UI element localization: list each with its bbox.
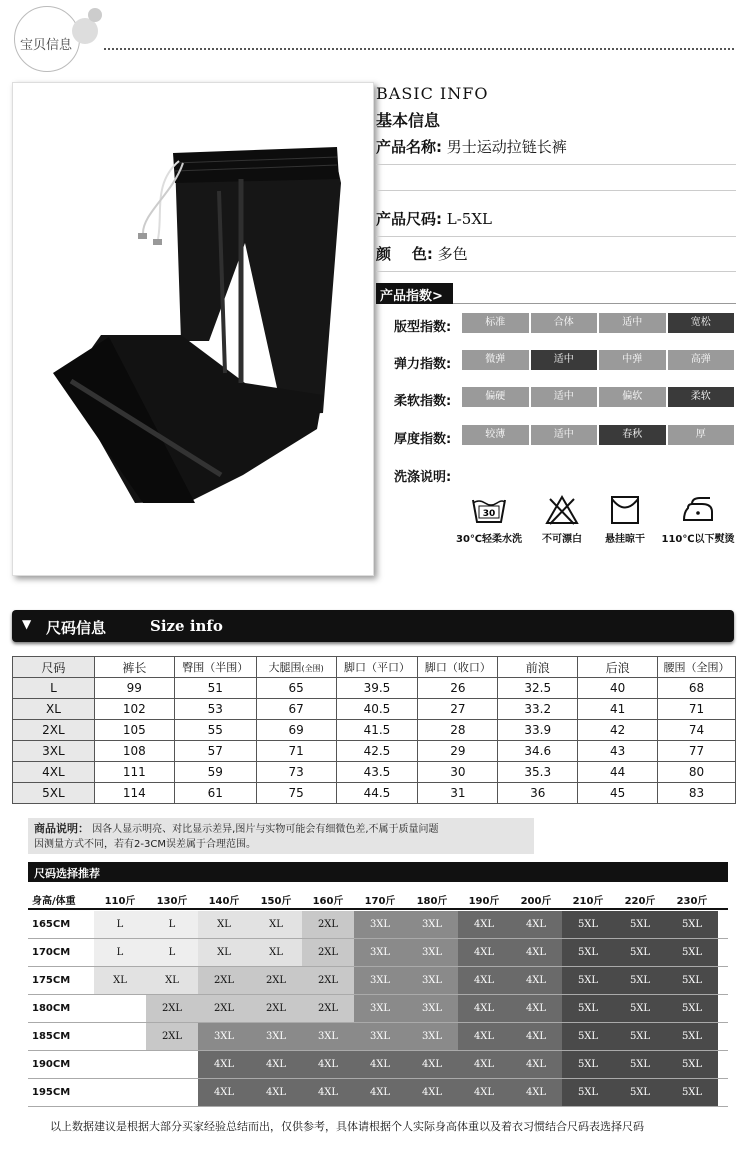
wash-item-label: 110℃以下熨烫 — [661, 534, 735, 545]
recommend-cell: 5XL — [614, 911, 666, 938]
recommend-cell: 4XL — [354, 1051, 406, 1078]
recommend-cell: 3XL — [406, 911, 458, 938]
recommend-cell: XL — [198, 939, 250, 966]
recommend-cell: 4XL — [458, 939, 510, 966]
table-header: 脚口（收口） — [418, 657, 498, 678]
index-option: 偏硬 — [462, 387, 529, 407]
table-cell: 57 — [174, 741, 256, 762]
recommend-row — [28, 939, 728, 967]
table-cell: 61 — [174, 783, 256, 804]
weight-header: 180斤 — [416, 896, 448, 907]
weight-header: 210斤 — [572, 896, 604, 907]
recommend-cell: 2XL — [302, 939, 354, 966]
table-cell: 65 — [256, 678, 336, 699]
table-cell: 35.3 — [498, 762, 578, 783]
recommend-cell: 5XL — [666, 967, 718, 994]
product-size-row — [376, 208, 736, 237]
table-row — [13, 741, 736, 762]
recommend-row — [28, 1023, 728, 1051]
table-cell: 111 — [94, 762, 174, 783]
table-cell: XL — [13, 699, 95, 720]
size-info-title-cn: 尺码信息 — [46, 619, 107, 637]
recommend-cell: 4XL — [250, 1051, 302, 1078]
table-cell: 105 — [94, 720, 174, 741]
tub-temp: 30 — [482, 509, 496, 519]
table-cell: 102 — [94, 699, 174, 720]
wash-instructions-label: 洗涤说明: — [394, 470, 452, 485]
recommend-cell: 2XL — [198, 995, 250, 1022]
softness-index-bar — [462, 387, 734, 407]
index-option: 标准 — [462, 313, 529, 333]
table-cell: 29 — [418, 741, 498, 762]
recommend-cell: 3XL — [406, 1023, 458, 1050]
recommend-row — [28, 995, 728, 1023]
recommend-cell: 2XL — [146, 995, 198, 1022]
product-size-label: 产品尺码: — [376, 210, 442, 228]
wash-30-item — [452, 494, 526, 545]
recommend-cell: 4XL — [510, 1051, 562, 1078]
table-header: 臀围（半围） — [174, 657, 256, 678]
table-header: 尺码 — [13, 657, 95, 678]
table-cell: 4XL — [13, 762, 95, 783]
recommend-cell: 4XL — [406, 1079, 458, 1106]
index-option: 厚 — [668, 425, 735, 445]
index-option: 适中 — [599, 313, 666, 333]
recommend-cell: 5XL — [666, 1051, 718, 1078]
product-index-badge: 产品指数> — [376, 283, 453, 304]
recommend-cell: 4XL — [510, 1023, 562, 1050]
table-cell: 31 — [418, 783, 498, 804]
product-color-label: 颜 色: — [376, 245, 433, 263]
table-cell: 27 — [418, 699, 498, 720]
table-row — [13, 720, 736, 741]
recommend-cell: 4XL — [458, 1051, 510, 1078]
no-bleach-item — [536, 494, 588, 545]
description-label: 商品说明： — [34, 822, 89, 835]
product-photo — [12, 82, 374, 576]
product-name-label: 产品名称: — [376, 138, 442, 156]
recommend-cell — [94, 995, 146, 1022]
recommend-cell: 2XL — [250, 995, 302, 1022]
recommend-cell: L — [94, 911, 146, 938]
recommend-cell: 5XL — [562, 1079, 614, 1106]
table-cell: 32.5 — [498, 678, 578, 699]
weight-header: 140斤 — [208, 896, 240, 907]
footer-note: 以上数据建议是根据大部分买家经验总结而出，仅供参考，具体请根据个人实际身高体重以及着衣习惯结合尺码表选择尺码 — [50, 1120, 644, 1133]
table-cell: 26 — [418, 678, 498, 699]
product-color-row — [376, 243, 736, 272]
table-cell: 99 — [94, 678, 174, 699]
weight-header: 160斤 — [312, 896, 344, 907]
weight-header: 190斤 — [468, 896, 500, 907]
recommend-cell: 5XL — [666, 911, 718, 938]
table-cell: 30 — [418, 762, 498, 783]
recommend-cell: 5XL — [562, 1051, 614, 1078]
recommend-cell: 4XL — [250, 1079, 302, 1106]
recommend-cell: 4XL — [510, 911, 562, 938]
elasticity-index-label: 弹力指数: — [394, 357, 452, 372]
table-cell: 67 — [256, 699, 336, 720]
recommend-cell: XL — [250, 911, 302, 938]
index-option-selected: 适中 — [531, 350, 598, 370]
divider — [453, 303, 736, 304]
recommend-cell: 2XL — [302, 911, 354, 938]
dotted-divider — [104, 48, 734, 50]
height-label: 195CM — [32, 1087, 71, 1098]
weight-header: 230斤 — [676, 896, 708, 907]
recommend-cell: 5XL — [666, 939, 718, 966]
table-cell: 108 — [94, 741, 174, 762]
recommend-cell: 3XL — [354, 939, 406, 966]
recommend-cell: 3XL — [198, 1023, 250, 1050]
table-header: 后浪 — [578, 657, 658, 678]
index-option: 适中 — [531, 387, 598, 407]
table-header: 脚口（平口） — [336, 657, 418, 678]
recommend-cell: 4XL — [458, 967, 510, 994]
recommend-cell: 5XL — [562, 1023, 614, 1050]
recommend-cell: 5XL — [614, 967, 666, 994]
recommend-row — [28, 1051, 728, 1079]
table-cell: 3XL — [13, 741, 95, 762]
washtub-icon — [469, 494, 509, 526]
recommend-cell: 4XL — [406, 1051, 458, 1078]
iron-item — [658, 494, 738, 545]
recommend-cell: L — [146, 939, 198, 966]
thickness-index-bar — [462, 425, 734, 445]
table-header-row — [13, 657, 736, 678]
wash-item-label: 30℃轻柔水洗 — [455, 534, 523, 545]
table-cell: 41 — [578, 699, 658, 720]
recommend-row — [28, 967, 728, 995]
weight-header: 110斤 — [104, 896, 136, 907]
recommend-cell: 3XL — [406, 939, 458, 966]
recommend-cell: 5XL — [562, 995, 614, 1022]
recommend-cell: L — [146, 911, 198, 938]
recommend-cell: 4XL — [198, 1079, 250, 1106]
index-option-selected: 春秋 — [599, 425, 666, 445]
table-header: 裤长 — [94, 657, 174, 678]
divider — [376, 190, 736, 191]
recommend-cell: 5XL — [614, 995, 666, 1022]
table-cell: 74 — [658, 720, 736, 741]
table-row — [13, 783, 736, 804]
recommend-cell: 2XL — [302, 967, 354, 994]
basic-info-title-cn: 基本信息 — [376, 111, 441, 130]
size-info-title-en: Size info — [150, 617, 223, 635]
section-title: 宝贝信息 — [20, 38, 73, 53]
table-cell: 33.9 — [498, 720, 578, 741]
recommend-cell: L — [94, 939, 146, 966]
index-option: 较薄 — [462, 425, 529, 445]
table-cell: 71 — [658, 699, 736, 720]
table-cell: 44.5 — [336, 783, 418, 804]
recommend-cell: 4XL — [302, 1051, 354, 1078]
table-cell: 28 — [418, 720, 498, 741]
height-label: 175CM — [32, 975, 71, 986]
recommend-cell: 5XL — [666, 1023, 718, 1050]
wash-item-label: 悬挂晾干 — [605, 534, 645, 545]
index-option: 偏软 — [599, 387, 666, 407]
table-cell: 40 — [578, 678, 658, 699]
index-option: 适中 — [531, 425, 598, 445]
table-cell: 55 — [174, 720, 256, 741]
weight-header: 150斤 — [260, 896, 292, 907]
recommend-row — [28, 911, 728, 939]
product-name-value: 男士运动拉链长裤 — [446, 138, 567, 156]
table-cell: 40.5 — [336, 699, 418, 720]
recommend-cell: 4XL — [510, 939, 562, 966]
table-cell: 114 — [94, 783, 174, 804]
recommend-cell: 3XL — [354, 995, 406, 1022]
recommend-cell: 2XL — [250, 967, 302, 994]
table-cell: 69 — [256, 720, 336, 741]
softness-index-label: 柔软指数: — [394, 394, 452, 409]
product-name-row — [376, 136, 736, 165]
recommend-cell: 5XL — [614, 1051, 666, 1078]
index-option: 合体 — [531, 313, 598, 333]
recommend-cell: 3XL — [354, 911, 406, 938]
table-cell: 59 — [174, 762, 256, 783]
recommend-row — [28, 1079, 728, 1107]
index-option: 中弹 — [599, 350, 666, 370]
table-cell: 44 — [578, 762, 658, 783]
table-cell: 43 — [578, 741, 658, 762]
recommend-cell — [94, 1023, 146, 1050]
table-cell: 77 — [658, 741, 736, 762]
recommend-cell: 5XL — [562, 967, 614, 994]
height-label: 170CM — [32, 947, 71, 958]
weight-header: 200斤 — [520, 896, 552, 907]
fit-index-bar — [462, 313, 734, 333]
weight-header: 220斤 — [624, 896, 656, 907]
header-deco-dot — [88, 8, 102, 22]
recommend-cell: 4XL — [510, 1079, 562, 1106]
triangle-down-icon: ▼ — [22, 617, 32, 631]
weight-header: 130斤 — [156, 896, 188, 907]
recommend-cell: 4XL — [458, 911, 510, 938]
recommend-cell: 4XL — [458, 1079, 510, 1106]
table-cell: L — [13, 678, 95, 699]
recommend-cell: 3XL — [406, 995, 458, 1022]
table-cell: 5XL — [13, 783, 95, 804]
table-cell: 53 — [174, 699, 256, 720]
fit-index-label: 版型指数: — [394, 320, 452, 335]
recommend-cell: 5XL — [562, 939, 614, 966]
recommend-cell: 4XL — [510, 995, 562, 1022]
recommend-cell: XL — [146, 967, 198, 994]
size-info-banner — [12, 610, 734, 642]
thickness-index-label: 厚度指数: — [394, 432, 452, 447]
recommend-cell: 4XL — [198, 1051, 250, 1078]
recommend-cell: 2XL — [146, 1023, 198, 1050]
recommend-cell: 2XL — [302, 995, 354, 1022]
table-cell: 34.6 — [498, 741, 578, 762]
description-line2: 因测量方式不同，若有2-3CM误差属于合理范围。 — [34, 839, 256, 850]
recommend-cell: 4XL — [458, 1023, 510, 1050]
table-cell: 39.5 — [336, 678, 418, 699]
recommend-cell: XL — [198, 911, 250, 938]
recommend-cell: 5XL — [614, 1079, 666, 1106]
table-cell: 42.5 — [336, 741, 418, 762]
hang-dry-item — [598, 494, 652, 545]
hang-dry-icon — [607, 494, 643, 526]
table-cell: 73 — [256, 762, 336, 783]
table-header: 腰围（全围） — [658, 657, 736, 678]
recommend-cell: 5XL — [666, 995, 718, 1022]
product-description — [28, 818, 534, 854]
recommend-cell: 3XL — [302, 1023, 354, 1050]
recommend-cell: 5XL — [614, 939, 666, 966]
table-cell: 83 — [658, 783, 736, 804]
table-header — [256, 657, 336, 678]
height-label: 180CM — [32, 1003, 71, 1014]
recommend-cell: 5XL — [666, 1079, 718, 1106]
recommend-cell: 3XL — [354, 1023, 406, 1050]
product-color-value: 多色 — [437, 245, 468, 263]
recommend-cell: 2XL — [198, 967, 250, 994]
wash-item-label: 不可漂白 — [542, 534, 582, 545]
table-cell: 75 — [256, 783, 336, 804]
table-cell: 43.5 — [336, 762, 418, 783]
recommend-cell: 3XL — [406, 967, 458, 994]
divider — [28, 908, 728, 910]
recommend-cell: 3XL — [250, 1023, 302, 1050]
recommend-cell: XL — [250, 939, 302, 966]
recommend-cell: 4XL — [302, 1079, 354, 1106]
index-option: 高弹 — [668, 350, 735, 370]
table-row — [13, 762, 736, 783]
no-bleach-icon — [544, 494, 580, 526]
table-cell: 42 — [578, 720, 658, 741]
table-cell: 80 — [658, 762, 736, 783]
height-label: 165CM — [32, 919, 71, 930]
index-option: 微弹 — [462, 350, 529, 370]
table-cell: 45 — [578, 783, 658, 804]
table-header: 前浪 — [498, 657, 578, 678]
recommend-grid — [28, 911, 728, 1107]
table-header-suffix: (全围) — [301, 664, 324, 673]
pants-image — [13, 83, 375, 577]
recommend-header-row — [28, 888, 728, 908]
description-line1: 因各人显示明亮、对比显示差异,图片与实物可能会有细微色差,不属于质量问题 — [92, 824, 439, 835]
recommend-cell: 5XL — [562, 911, 614, 938]
table-cell: 41.5 — [336, 720, 418, 741]
height-label: 190CM — [32, 1059, 71, 1070]
recommend-cell — [94, 1051, 146, 1078]
table-cell: 2XL — [13, 720, 95, 741]
basic-info-title-en: BASIC INFO — [376, 84, 489, 103]
iron-icon — [678, 494, 718, 526]
table-cell: 71 — [256, 741, 336, 762]
recommend-cell: XL — [94, 967, 146, 994]
recommend-cell — [146, 1051, 198, 1078]
recommend-cell: 3XL — [354, 967, 406, 994]
table-header-text: 大腿围 — [268, 661, 302, 674]
table-cell: 51 — [174, 678, 256, 699]
size-table — [12, 656, 736, 804]
height-label: 185CM — [32, 1031, 71, 1042]
table-cell: 68 — [658, 678, 736, 699]
recommend-cell: 4XL — [510, 967, 562, 994]
elasticity-index-bar — [462, 350, 734, 370]
table-cell: 33.2 — [498, 699, 578, 720]
recommend-cell: 4XL — [458, 995, 510, 1022]
table-row — [13, 678, 736, 699]
recommend-cell: 5XL — [614, 1023, 666, 1050]
table-cell: 36 — [498, 783, 578, 804]
size-recommend-banner: 尺码选择推荐 — [28, 862, 728, 882]
index-option-selected: 宽松 — [668, 313, 735, 333]
recommend-corner-label: 身高/体重 — [32, 896, 76, 907]
recommend-cell — [94, 1079, 146, 1106]
index-option-selected: 柔软 — [668, 387, 735, 407]
product-size-value: L-5XL — [446, 210, 492, 228]
recommend-cell — [146, 1079, 198, 1106]
table-row — [13, 699, 736, 720]
recommend-cell: 4XL — [354, 1079, 406, 1106]
weight-header: 170斤 — [364, 896, 396, 907]
